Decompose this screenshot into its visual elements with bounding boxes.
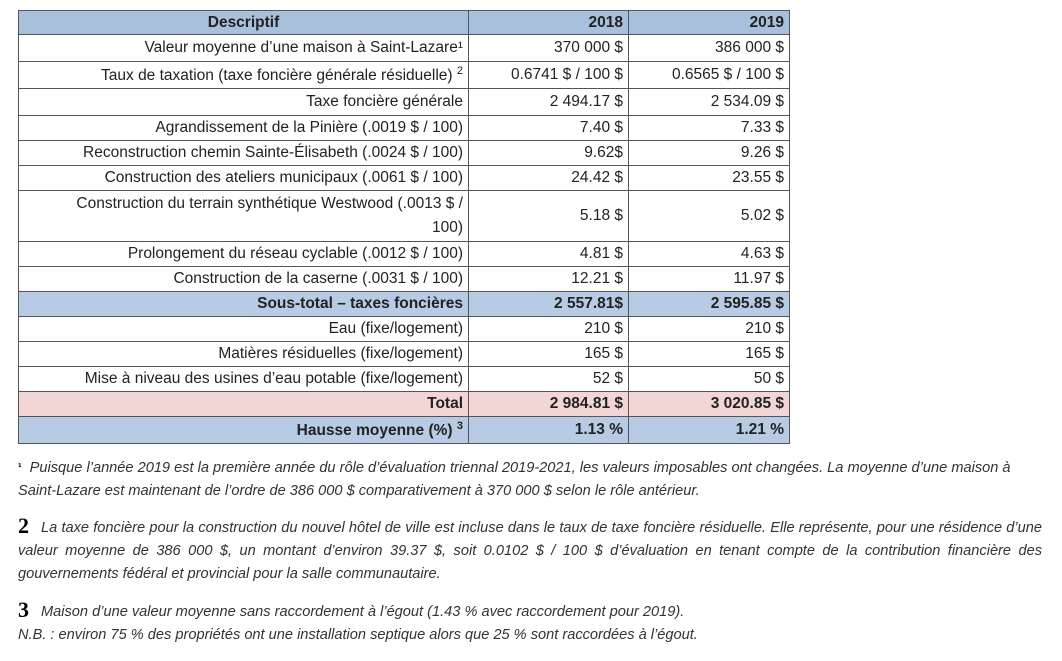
table-row [19, 89, 790, 116]
cell-2018: 165 $ [469, 342, 629, 367]
header-descriptif: Descriptif [19, 11, 469, 35]
cell-2018: 52 $ [469, 367, 629, 392]
footnote-1-marker: ¹ [18, 462, 22, 474]
table-header-row [19, 11, 790, 35]
row-label: Reconstruction chemin Sainte-Élisabeth (.0024 $ / 100) [19, 141, 469, 166]
cell-2019: 50 $ [629, 367, 790, 392]
row-label: Valeur moyenne d’une maison à Saint-Lazare¹ [19, 35, 469, 62]
footnote-2-text: La taxe foncière pour la construction du nouvel hôtel de ville est incluse dans le taux de taxe foncière résiduelle. Elle représente, pour une résidence d’une valeur moyenne de 386 000 $, un montant d’environ 39.37 $, soit 0.0102 $ / 100 $ d’évaluation en tenant compte de la contribution financière des gouvernements fédéral et provincial pour la salle communautaire. [18, 520, 1042, 582]
cell-2018: 2 984.81 $ [469, 392, 629, 417]
cell-2018: 9.62$ [469, 141, 629, 166]
table-row [19, 166, 790, 191]
cell-2018: 7.40 $ [469, 116, 629, 141]
table-row [19, 267, 790, 292]
cell-2018: 370 000 $ [469, 35, 629, 62]
table-row [19, 191, 790, 242]
cell-2018: 2 494.17 $ [469, 89, 629, 116]
row-label: Agrandissement de la Pinière (.0019 $ / 100) [19, 116, 469, 141]
hausse-row [19, 417, 790, 444]
row-label [19, 417, 469, 444]
footnote-2-marker: 2 [18, 513, 29, 538]
footnote-3-marker: 3 [18, 597, 29, 622]
row-label: Construction des ateliers municipaux (.0061 $ / 100) [19, 166, 469, 191]
row-label [19, 191, 469, 242]
row-label: Total [19, 392, 469, 417]
cell-2019: 1.21 % [629, 417, 790, 444]
cell-2019: 4.63 $ [629, 242, 790, 267]
footnote-1-text: Puisque l’année 2019 est la première année du rôle d’évaluation triennal 2019-2021, les valeurs imposables ont changées. La moyenne d’une maison à Saint-Lazare est maintenant de l’ordre de 386 000 $ comparativement à 370 000 $ selon le rôle antérieur. [18, 460, 1011, 499]
table-row [19, 62, 790, 89]
cell-2019: 0.6565 $ / 100 $ [629, 62, 790, 89]
cell-2018: 24.42 $ [469, 166, 629, 191]
footnote-3-text: Maison d’une valeur moyenne sans raccordement à l’égout (1.43 % avec raccordement pour 2019). [41, 604, 685, 620]
table-row [19, 367, 790, 392]
row-label-text: Hausse moyenne (%) [296, 422, 453, 440]
table-row [19, 35, 790, 62]
cell-2019: 3 020.85 $ [629, 392, 790, 417]
row-label: Prolongement du réseau cyclable (.0012 $ / 100) [19, 242, 469, 267]
row-label-text: Taux de taxation (taxe foncière générale résiduelle) [101, 67, 453, 85]
row-label: Eau (fixe/logement) [19, 317, 469, 342]
footnote-ref: 2 [456, 64, 463, 77]
footnote-1 [18, 457, 1042, 503]
cell-2019: 23.55 $ [629, 166, 790, 191]
cell-2018: 4.81 $ [469, 242, 629, 267]
cell-2019: 7.33 $ [629, 116, 790, 141]
cell-2019: 11.97 $ [629, 267, 790, 292]
table-row [19, 242, 790, 267]
row-label-line1: Construction du terrain synthétique Westwood (.0013 $ / [76, 195, 463, 212]
table-row [19, 141, 790, 166]
row-label: Sous-total – taxes foncières [19, 292, 469, 317]
table-row [19, 116, 790, 141]
cell-2019: 9.26 $ [629, 141, 790, 166]
nb-note: N.B. : environ 75 % des propriétés ont une installation septique alors que 25 % sont raccordées à l’égout. [18, 627, 698, 643]
cell-2018: 2 557.81$ [469, 292, 629, 317]
row-label: Construction de la caserne (.0031 $ / 100) [19, 267, 469, 292]
header-2019: 2019 [629, 11, 790, 35]
table-row [19, 342, 790, 367]
cell-2018: 1.13 % [469, 417, 629, 444]
header-2018: 2018 [469, 11, 629, 35]
cell-2018: 5.18 $ [469, 191, 629, 242]
row-label: Mise à niveau des usines d’eau potable (fixe/logement) [19, 367, 469, 392]
cell-2018: 0.6741 $ / 100 $ [469, 62, 629, 89]
cell-2018: 12.21 $ [469, 267, 629, 292]
row-label: Taxe foncière générale [19, 89, 469, 116]
cell-2019: 386 000 $ [629, 35, 790, 62]
total-row [19, 392, 790, 417]
footnote-ref: 3 [456, 419, 463, 432]
row-label-line2: 100) [431, 219, 463, 236]
cell-2019: 210 $ [629, 317, 790, 342]
cell-2019: 5.02 $ [629, 191, 790, 242]
table-row [19, 317, 790, 342]
row-label [19, 62, 469, 89]
cell-2019: 2 595.85 $ [629, 292, 790, 317]
subtotal-row [19, 292, 790, 317]
row-label: Matières résiduelles (fixe/logement) [19, 342, 469, 367]
tax-table [18, 10, 790, 444]
footnote-2 [18, 514, 1042, 586]
cell-2019: 165 $ [629, 342, 790, 367]
footnote-3 [18, 598, 1042, 647]
cell-2018: 210 $ [469, 317, 629, 342]
cell-2019: 2 534.09 $ [629, 89, 790, 116]
